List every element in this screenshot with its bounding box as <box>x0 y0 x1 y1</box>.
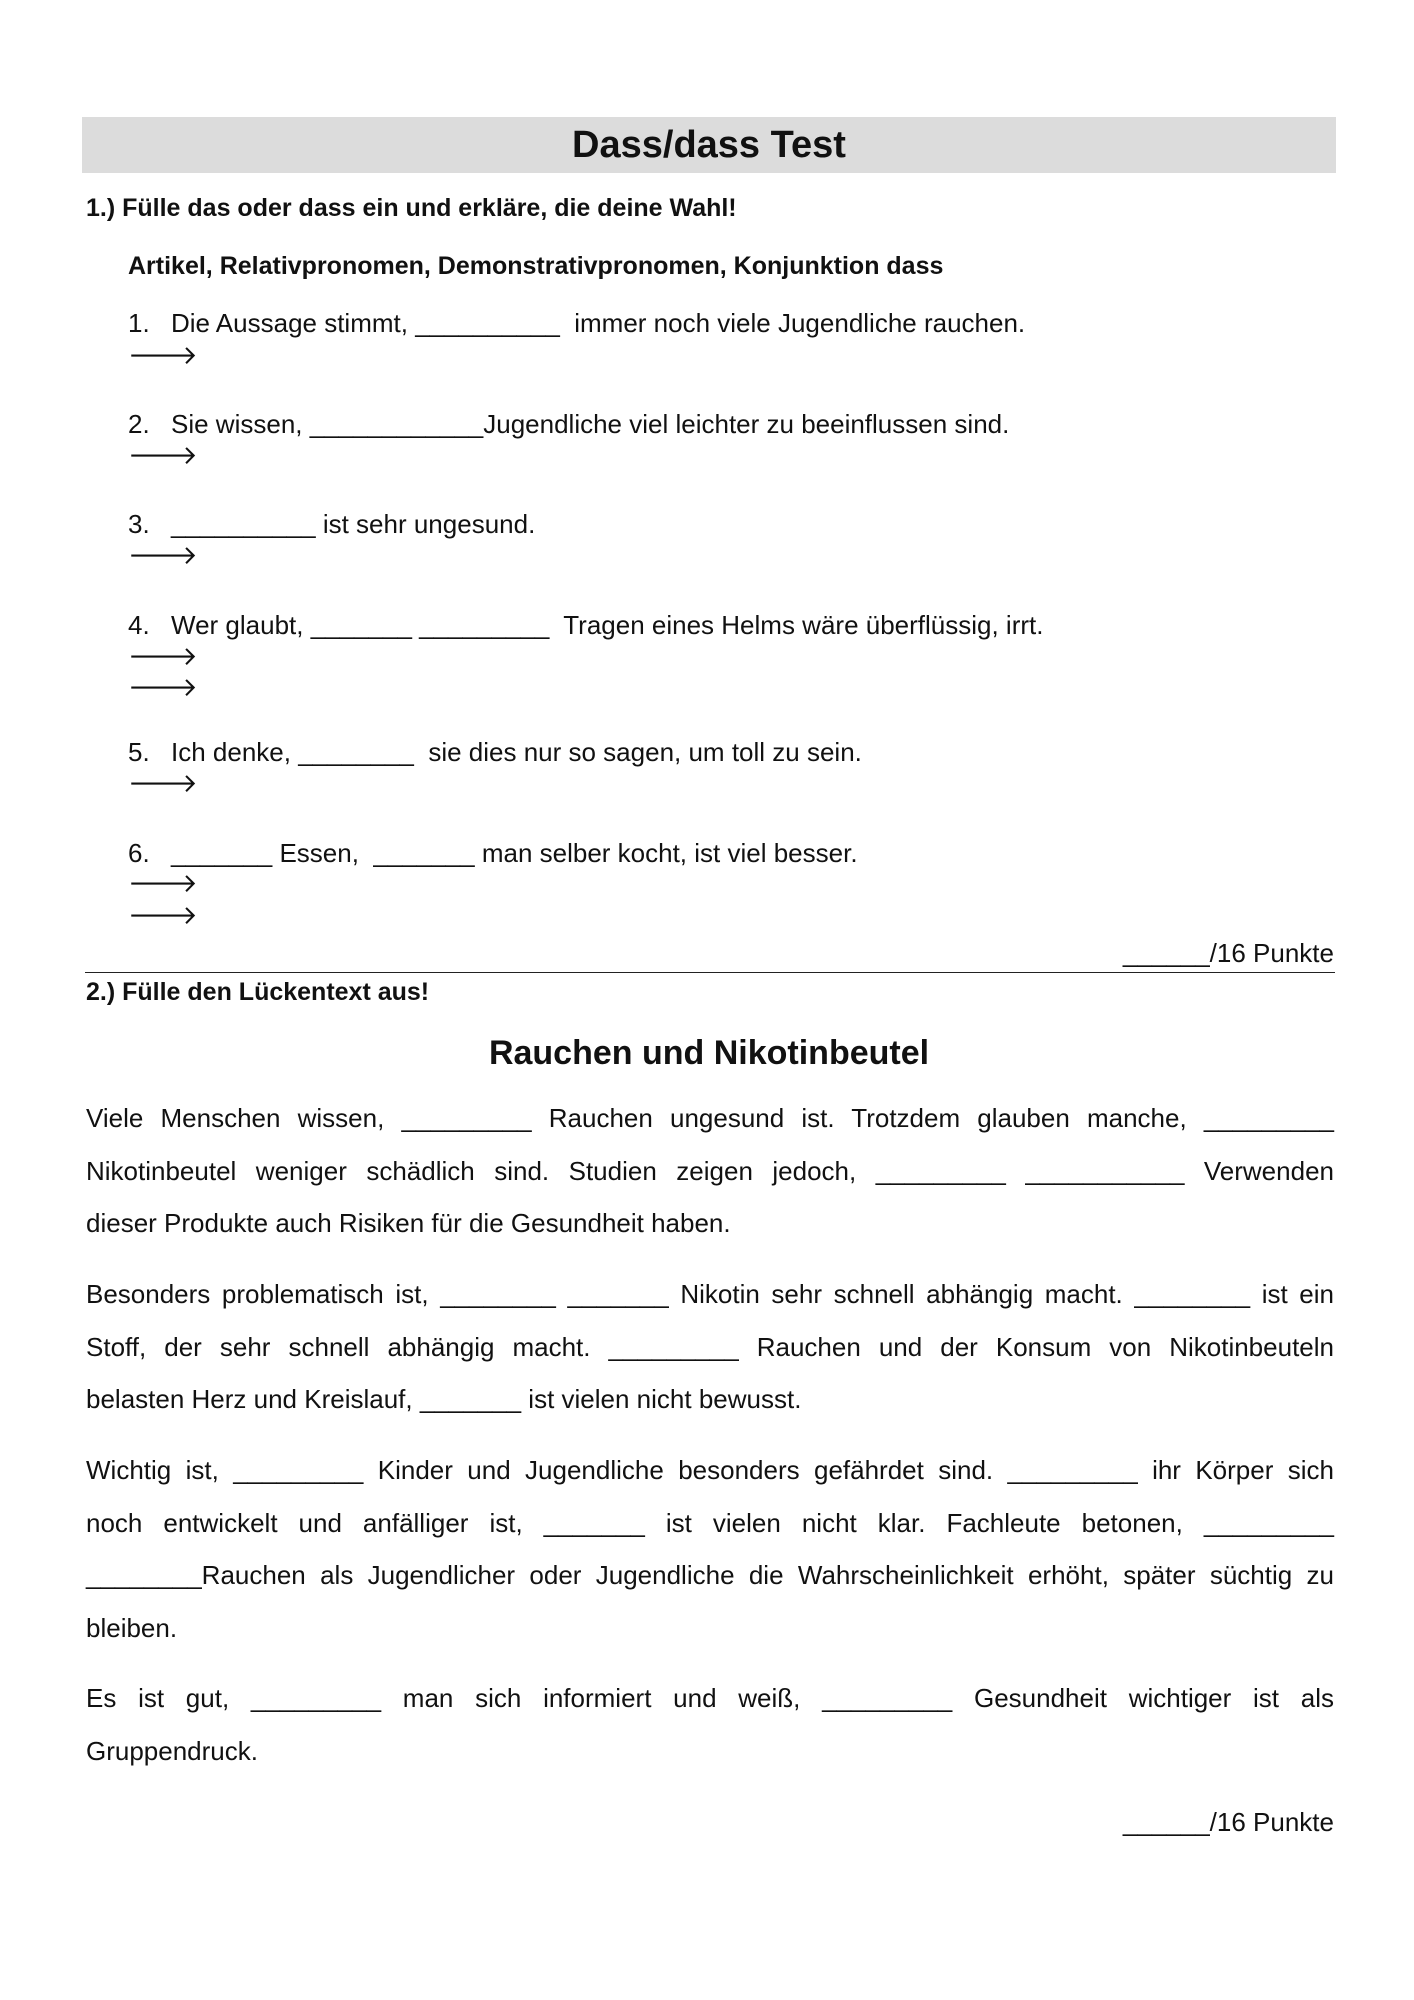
paragraph-line: Besonders problematisch ist, ________ _______ Nikotin sehr schnell abhängig macht. ________ ist ein <box>86 1279 1334 1309</box>
item-number: 6. <box>128 838 150 868</box>
paragraph-line: Viele Menschen wissen, _________ Rauchen ungesund ist. Trotzdem glauben manche, _________ <box>86 1103 1334 1133</box>
arrow-icon: 🡒 <box>128 900 198 930</box>
paragraph <box>86 1444 1334 1654</box>
item-text: Wer glaubt, _______ _________ Tragen eines Helms wäre überflüssig, irrt. <box>171 610 1044 640</box>
paragraph-line: Wichtig ist, _________ Kinder und Jugendliche besonders gefährdet sind. _________ ihr Körper sich <box>86 1455 1334 1485</box>
paragraph-line: Nikotinbeutel weniger schädlich sind. Studien zeigen jedoch, _________ ___________ Verwenden <box>86 1155 1334 1186</box>
item-text: Ich denke, ________ sie dies nur so sagen, um toll zu sein. <box>171 737 862 767</box>
task2-points: ______/16 Punkte <box>1122 1807 1334 1837</box>
task2-heading: 2.) Fülle den Lückentext aus! <box>86 978 430 1006</box>
arrow-icon: 🡒 <box>128 641 198 671</box>
arrow-icon: 🡒 <box>128 672 198 702</box>
arrow-icon: 🡒 <box>128 768 198 798</box>
item-number: 5. <box>128 737 150 767</box>
arrow-icon: 🡒 <box>128 340 198 370</box>
paragraph-line: belasten Herz und Kreislauf, _______ ist vielen nicht bewusst. <box>86 1384 802 1414</box>
item-number: 2. <box>128 409 150 439</box>
paragraph-line: bleiben. <box>86 1612 178 1643</box>
paragraph <box>86 1268 1334 1426</box>
item-text: __________ ist sehr ungesund. <box>171 509 536 539</box>
paragraph-line: Gruppendruck. <box>86 1735 258 1766</box>
item-number: 1. <box>128 308 150 338</box>
paragraph <box>86 1672 1334 1777</box>
paragraph-line: dieser Produkte auch Risiken für die Gesundheit haben. <box>86 1208 731 1238</box>
paragraph-line: ________Rauchen als Jugendlicher oder Jugendliche die Wahrscheinlichkeit erhöht, später süchtig zu <box>86 1560 1334 1590</box>
text-title: Rauchen und Nikotinbeutel <box>488 1034 930 1072</box>
item-text: Die Aussage stimmt, __________ immer noch viele Jugendliche rauchen. <box>171 308 1026 338</box>
paragraph <box>86 1092 1334 1250</box>
item-number: 4. <box>128 610 150 640</box>
item-text: _______ Essen, _______ man selber kocht, ist viel besser. <box>171 838 858 868</box>
task1-categories: Artikel, Relativpronomen, Demonstrativpronomen, Konjunktion dass <box>128 252 944 280</box>
arrow-icon: 🡒 <box>128 440 198 470</box>
task1-points: ______/16 Punkte <box>1122 938 1334 968</box>
paragraph-line: Stoff, der sehr schnell abhängig macht. _________ Rauchen und der Konsum von Nikotinbeuteln <box>86 1331 1334 1362</box>
arrow-icon: 🡒 <box>128 540 198 570</box>
item-text: Sie wissen, ____________Jugendliche viel leichter zu beeinflussen sind. <box>171 409 1010 439</box>
task1-heading: 1.) Fülle das oder dass ein und erkläre, die deine Wahl! <box>86 194 737 222</box>
arrow-icon: 🡒 <box>128 868 198 898</box>
item-number: 3. <box>128 509 150 539</box>
paragraph-line: noch entwickelt und anfälliger ist, _______ ist vielen nicht klar. Fachleute betonen, _________ <box>86 1507 1334 1538</box>
section-divider <box>85 972 1335 973</box>
paragraph-line: Es ist gut, _________ man sich informiert und weiß, _________ Gesundheit wichtiger ist als <box>86 1683 1334 1713</box>
page-title: Dass/dass Test <box>572 124 846 166</box>
